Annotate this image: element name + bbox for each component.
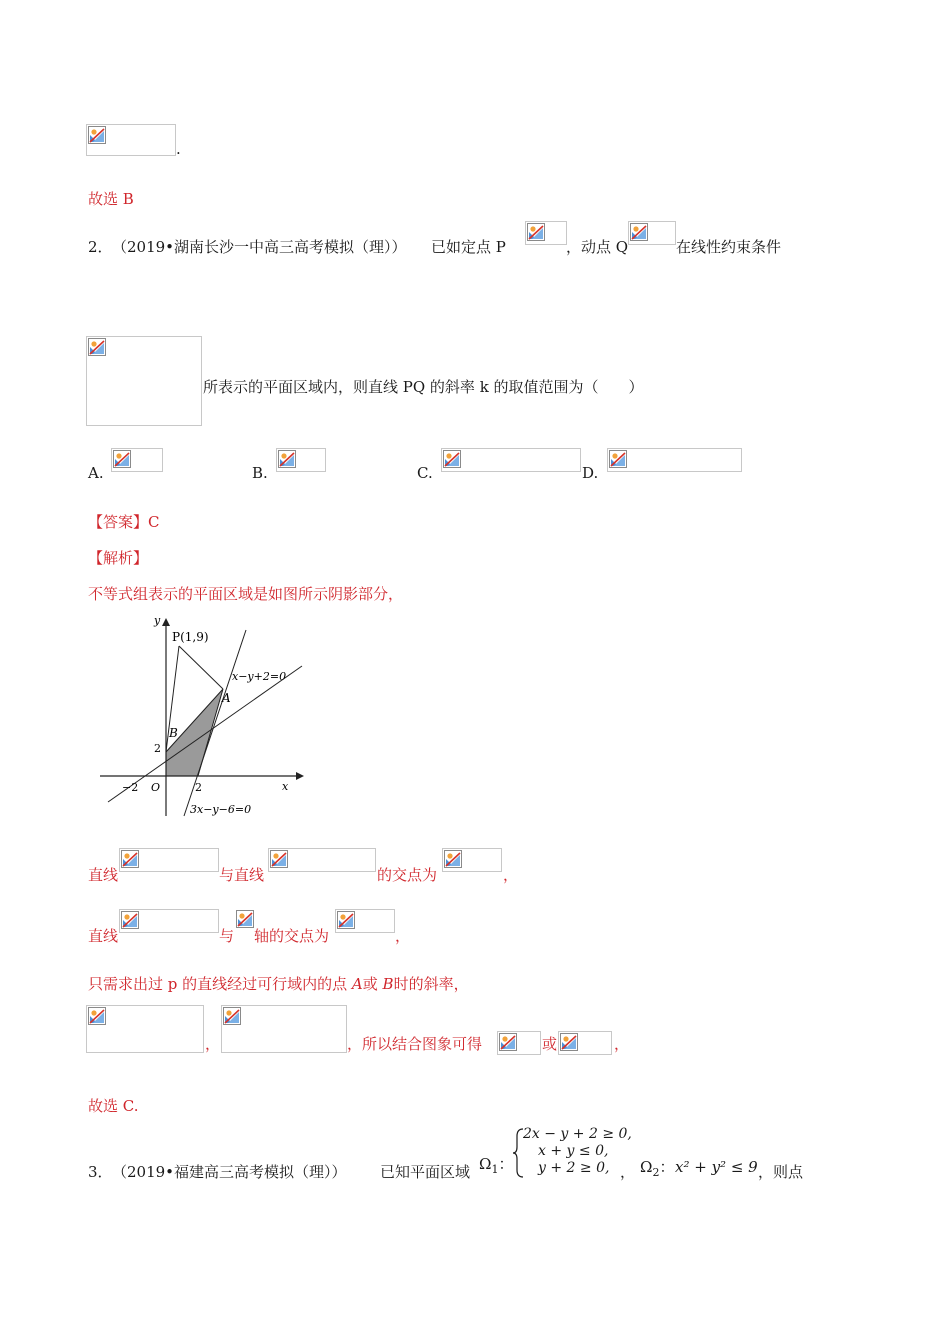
analysis-line5-or: 或 (542, 1035, 558, 1053)
line-P-to-A (179, 646, 223, 689)
answer1-choice: 故选 B (88, 190, 134, 208)
q2-text-d: 所表示的平面区域内，则直线 PQ 的斜率 k 的取值范围为（ ） (203, 378, 644, 396)
q2-source: （2019•湖南长沙一中高三高考模拟（理）） (112, 238, 407, 256)
line1-label: x−y+2=0 (232, 670, 287, 683)
tick-x-2: 2 (195, 781, 202, 794)
analysis-line4-b: 时的斜率， (393, 975, 469, 993)
analysis-line3-c: 轴的交点为 (254, 927, 330, 945)
x-axis-arrow (296, 772, 304, 780)
broken-image-icon (499, 1033, 517, 1051)
q3-source: （2019•福建高三高考模拟（理）） (112, 1163, 347, 1181)
analysis-line3-b: 与 (219, 927, 235, 945)
q2-text-c: 在线性约束条件 (676, 238, 782, 256)
broken-image-icon (236, 910, 254, 928)
q3-sys3: y + 2 ≥ 0, (538, 1160, 610, 1176)
analysis-label: 【解析】 (88, 549, 149, 567)
broken-image-icon (270, 850, 288, 868)
q3-number: 3． (88, 1163, 113, 1181)
formula-image (119, 848, 219, 872)
q2-text-b: ，动点 Q (566, 238, 629, 256)
option-b-label: B. (252, 464, 268, 482)
analysis-line2-a: 直线 (88, 866, 119, 884)
analysis-conclusion: 故选 C. (88, 1097, 139, 1115)
broken-image-icon (88, 1007, 106, 1025)
q3-omega2: $\Omega_2$： (640, 1158, 675, 1179)
broken-image-icon (337, 911, 355, 929)
analysis-line2-b: 与直线 (219, 866, 265, 884)
option-c-label: C. (417, 464, 433, 482)
option-d-image (607, 448, 742, 472)
analysis-line3-a: 直线 (88, 927, 119, 945)
formula-image (628, 221, 676, 245)
analysis-line4 (88, 973, 469, 994)
slope-image-2 (221, 1005, 347, 1053)
option-a-image (111, 448, 163, 472)
broken-image-icon (278, 450, 296, 468)
option-b-image (276, 448, 326, 472)
point-B-label: B (169, 726, 178, 740)
line2-label: 3x−y−6=0 (190, 803, 252, 816)
feasible-region-figure (96, 610, 311, 820)
point-B-ref: B (382, 975, 394, 993)
formula-image (86, 124, 176, 156)
constraint-image (86, 336, 202, 426)
option-a-label: A. (88, 464, 104, 482)
x-axis-label: x (282, 780, 289, 793)
q2-number: 2． (88, 238, 113, 256)
tick-y-2: 2 (154, 742, 161, 755)
broken-image-icon (560, 1033, 578, 1051)
formula-image (119, 909, 219, 933)
broken-image-icon (444, 850, 462, 868)
q3-sys2: x + y ≤ 0, (538, 1143, 609, 1159)
analysis-line2-d: ， (503, 866, 519, 884)
tick-x-neg2: −2 (122, 781, 139, 794)
point-A-label: A (222, 691, 231, 705)
broken-image-icon (443, 450, 461, 468)
q3-omega1: $\Omega_1$： (479, 1155, 514, 1176)
broken-image-icon (630, 223, 648, 241)
analysis-line4-or: 或 (362, 975, 383, 993)
answer-label: 【答案】C (88, 513, 160, 531)
formula-image (497, 1031, 541, 1055)
point-P-label: P(1,9) (172, 630, 209, 644)
y-axis-label: y (154, 614, 161, 627)
broken-image-icon (121, 911, 139, 929)
analysis-line5-end: ， (614, 1035, 630, 1053)
q2-text-a: 已如定点 P (431, 238, 506, 256)
broken-image-icon (121, 850, 139, 868)
broken-image-icon (609, 450, 627, 468)
analysis-line1: 不等式组表示的平面区域是如图所示阴影部分， (88, 585, 404, 603)
analysis-line4-a: 只需求出过 p 的直线经过可行域内的点 (88, 975, 352, 993)
analysis-line5-a: ，所以结合图象可得 (347, 1035, 483, 1053)
broken-image-icon (88, 126, 106, 144)
formula-image (558, 1031, 612, 1055)
formula-image (525, 221, 567, 245)
option-d-label: D. (582, 464, 599, 482)
q3-eq2: x² + y² ≤ 9 (675, 1158, 758, 1176)
q3-sys1: 2x − y + 2 ≥ 0, (523, 1126, 632, 1142)
q3-text-b: ，则点 (758, 1163, 804, 1181)
formula-image (442, 848, 502, 872)
broken-image-icon (223, 1007, 241, 1025)
q3-text-a: 已知平面区域 (380, 1163, 471, 1181)
broken-image-icon (113, 450, 131, 468)
q3-comma: ， (620, 1163, 636, 1181)
analysis-line3-d: ， (395, 927, 411, 945)
analysis-line5-comma: ， (205, 1035, 221, 1053)
point-A-ref: A (351, 975, 363, 993)
period-text: . (176, 140, 181, 158)
formula-image (268, 848, 376, 872)
y-axis-arrow (162, 618, 170, 626)
slope-image-1 (86, 1005, 204, 1053)
formula-image (335, 909, 395, 933)
formula-image (235, 909, 255, 929)
origin-label: O (151, 781, 161, 794)
broken-image-icon (88, 338, 106, 356)
broken-image-icon (527, 223, 545, 241)
analysis-line2-c: 的交点为 (377, 866, 438, 884)
option-c-image (441, 448, 581, 472)
